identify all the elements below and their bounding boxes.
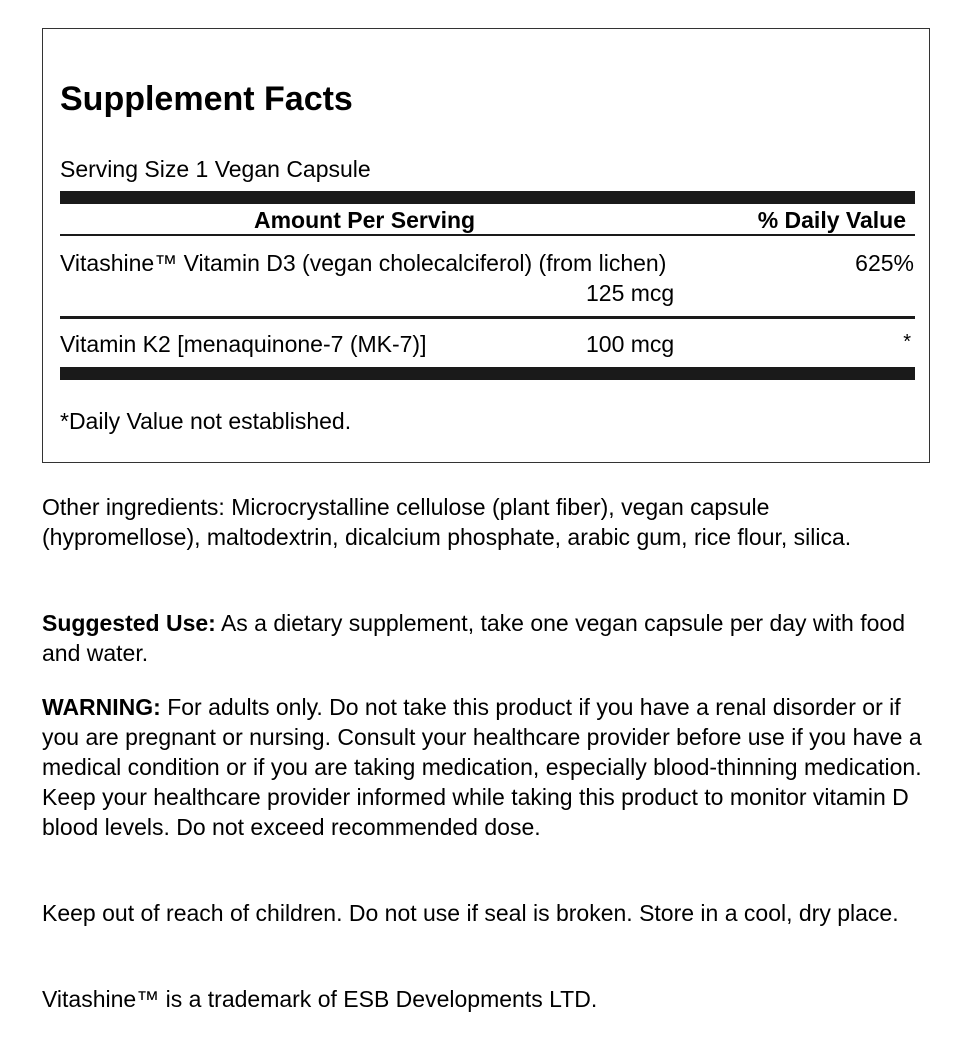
suggested-use-text: As a dietary supplement, take one vegan capsule per day with food and water. [42, 610, 905, 666]
warning-label: WARNING: [42, 694, 161, 720]
header-divider [60, 234, 915, 236]
thick-divider-bottom [60, 367, 915, 380]
warning [42, 692, 932, 842]
daily-value-footnote: *Daily Value not established. [60, 408, 352, 434]
nutrient-name-vitamin-k2: Vitamin K2 [menaquinone-7 (MK-7)] [60, 331, 427, 357]
nutrient-daily-value-vitamin-k2: * [903, 331, 911, 353]
facts-title: Supplement Facts [60, 80, 353, 118]
nutrient-amount-vitamin-k2: 100 mcg [586, 331, 675, 357]
suggested-use [42, 608, 932, 668]
row-divider [60, 316, 915, 319]
supplement-facts-panel [42, 28, 930, 463]
thick-divider-top [60, 191, 915, 204]
storage-instructions: Keep out of reach of children. Do not use if seal is broken. Store in a cool, dry place. [42, 900, 899, 926]
nutrient-amount-vitamin-d3: 125 mcg [586, 280, 675, 306]
nutrient-daily-value-vitamin-d3: 625% [855, 250, 914, 276]
suggested-use-label: Suggested Use: [42, 610, 216, 636]
nutrient-name-vitamin-d3: Vitashine™ Vitamin D3 (vegan cholecalciferol) (from lichen) [60, 250, 667, 276]
amount-per-serving-header: Amount Per Serving [254, 207, 476, 233]
other-ingredients: Other ingredients: Microcrystalline cellulose (plant fiber), vegan capsule (hypromellose), maltodextrin, dicalcium phosphate, arabic gum, rice flour, silica. [42, 494, 852, 550]
warning-text: For adults only. Do not take this product if you have a renal disorder or if you are pregnant or nursing. Consult your healthcare provider before use if you have a medical condition or if you are taking medication, especially blood-thinning medication. Keep your healthcare provider informed while taking this product to monitor vitamin D blood levels. Do not exceed recommended dose. [42, 694, 922, 840]
serving-size: Serving Size 1 Vegan Capsule [60, 156, 371, 182]
daily-value-header: % Daily Value [757, 207, 906, 233]
trademark-notice: Vitashine™ is a trademark of ESB Developments LTD. [42, 986, 598, 1012]
